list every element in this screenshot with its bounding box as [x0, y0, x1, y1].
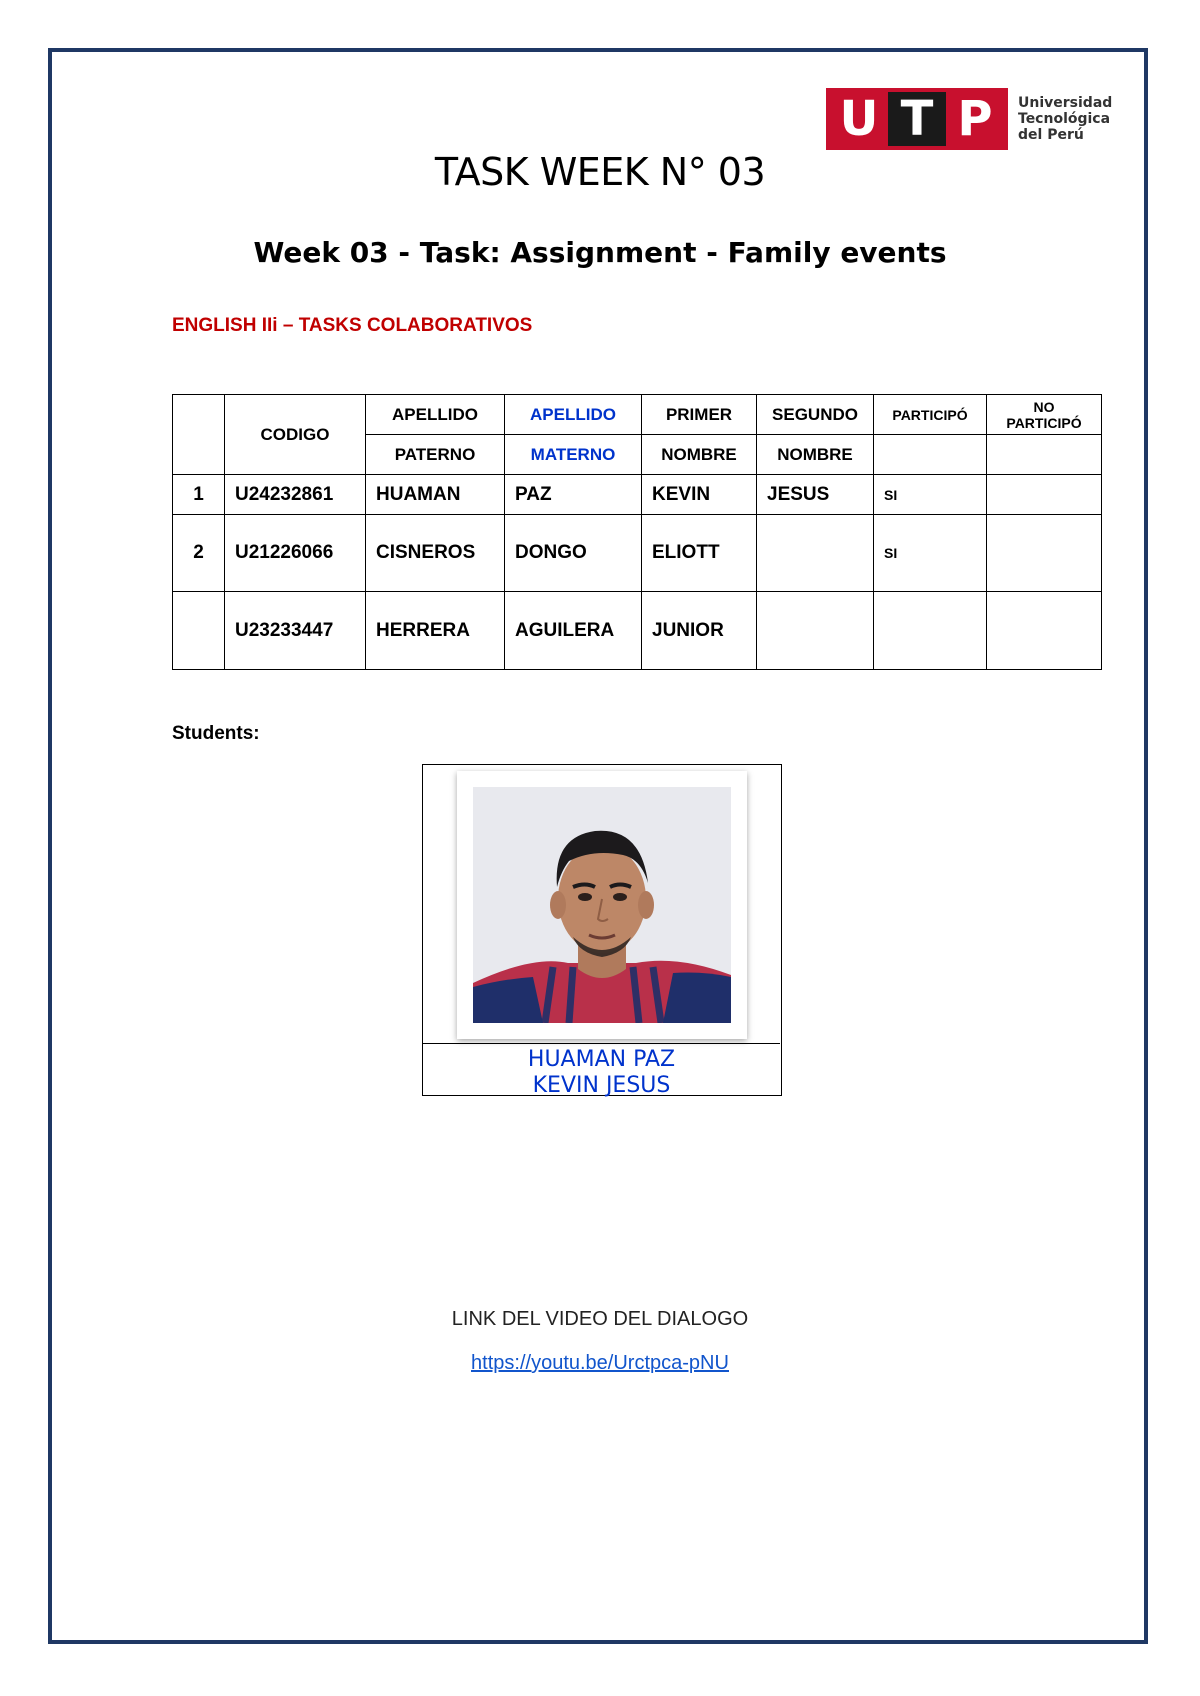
header-num-cell [173, 395, 225, 475]
cell-segundo: JESUS [757, 475, 874, 515]
cell-primer: JUNIOR [642, 592, 757, 670]
table-row [173, 515, 1102, 592]
cell-no-participo [987, 515, 1102, 592]
student-photo-frame [457, 771, 747, 1039]
cell-codigo: U23233447 [225, 592, 366, 670]
cell-paterno: CISNEROS [366, 515, 505, 592]
cell-no-participo [987, 592, 1102, 670]
cell-no-participo [987, 475, 1102, 515]
roster-table [172, 394, 1102, 670]
header-participo: PARTICIPÓ [874, 395, 987, 435]
cell-materno: AGUILERA [505, 592, 642, 670]
cell-participo: SI [874, 515, 987, 592]
logo-text-line: Tecnológica [1018, 111, 1111, 127]
student-caption-line1: HUAMAN PAZ [527, 1047, 676, 1072]
logo-wordmark [1018, 95, 1112, 143]
cell-segundo [757, 515, 874, 592]
page-subtitle: Week 03 - Task: Assignment - Family events [253, 236, 947, 269]
youtube-link[interactable]: https://youtu.be/Urctpca-pNU [471, 1352, 729, 1374]
header-segundo-bottom: NOMBRE [757, 435, 874, 475]
row-number: 2 [173, 515, 225, 592]
cell-paterno: HERRERA [366, 592, 505, 670]
logo-text-line: del Perú [1018, 127, 1084, 143]
page-title: TASK WEEK N° 03 [434, 150, 766, 194]
logo-mark [826, 88, 1008, 150]
header-participo-empty [874, 435, 987, 475]
cell-primer: ELIOTT [642, 515, 757, 592]
row-number: 1 [173, 475, 225, 515]
cell-segundo [757, 592, 874, 670]
header-apellido-paterno-top: APELLIDO [366, 395, 505, 435]
student-card [422, 764, 782, 1096]
cell-codigo: U24232861 [225, 475, 366, 515]
students-label: Students: [172, 723, 260, 744]
header-row [173, 395, 1102, 435]
logo-text-line: Universidad [1018, 95, 1113, 111]
header-primer-bottom: NOMBRE [642, 435, 757, 475]
logo-letter-p: P [957, 91, 993, 147]
utp-logo [826, 88, 1112, 150]
logo-letter-u: U [839, 91, 879, 147]
video-link-label: LINK DEL VIDEO DEL DIALOGO [451, 1308, 749, 1330]
video-link [0, 1352, 1200, 1375]
student-photo [473, 787, 731, 1023]
student-caption [423, 1047, 780, 1099]
cell-primer: KEVIN [642, 475, 757, 515]
header-no-participo: NO PARTICIPÓ [987, 395, 1102, 435]
logo-letter-t: T [888, 92, 946, 146]
header-primer-top: PRIMER [642, 395, 757, 435]
student-caption-line2: KEVIN JESUS [532, 1073, 671, 1098]
cell-participo: SI [874, 475, 987, 515]
table-row [173, 592, 1102, 670]
table-row [173, 475, 1102, 515]
header-apellido-paterno-bottom: PATERNO [366, 435, 505, 475]
cell-codigo: U21226066 [225, 515, 366, 592]
cell-paterno: HUAMAN [366, 475, 505, 515]
card-divider [423, 1043, 780, 1044]
header-apellido-materno-top: APELLIDO [505, 395, 642, 435]
header-apellido-materno-bottom: MATERNO [505, 435, 642, 475]
header-segundo-top: SEGUNDO [757, 395, 874, 435]
student-portrait-illustration [473, 787, 731, 1023]
course-heading: ENGLISH IIi – TASKS COLABORATIVOS [172, 315, 533, 336]
cell-materno: DONGO [505, 515, 642, 592]
cell-materno: PAZ [505, 475, 642, 515]
header-codigo: CODIGO [225, 395, 366, 475]
cell-participo [874, 592, 987, 670]
row-number [173, 592, 225, 670]
header-no-participo-empty [987, 435, 1102, 475]
